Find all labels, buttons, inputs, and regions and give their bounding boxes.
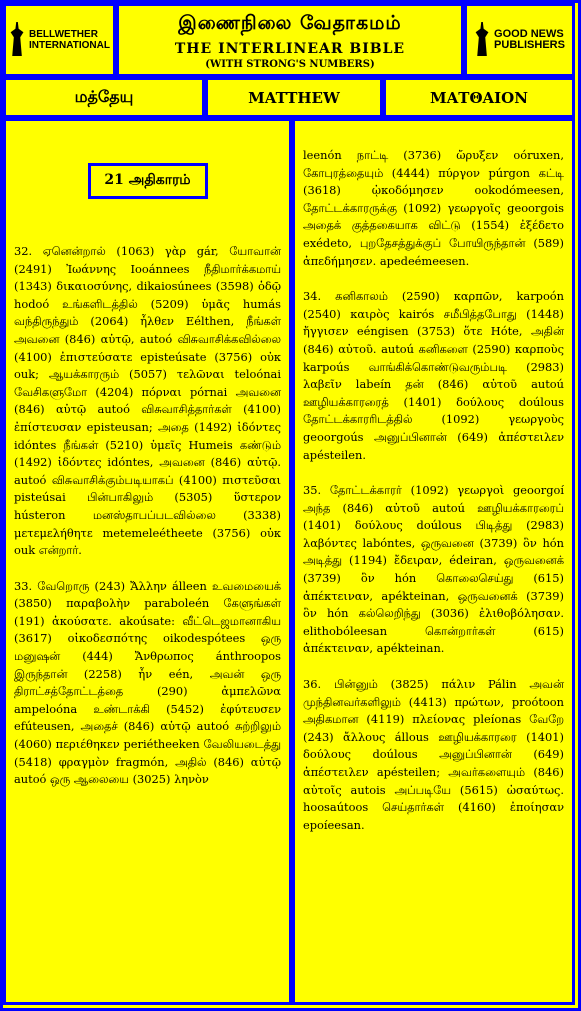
verse-35: 35. தோட்டக்காரர் (1092) γεωργοὶ geoorgoí அந்த (846) αὐτοῦ autoú ஊழியக்காரரைப் (1401) δούλους doúlous பிடித்து (2983) λαβόντες labóntes, ஒருவனை (3739) ὃν hón அடித்து (1194) ἔδειραν, édeiran, ஒருவனைக் (3739) ὃν hón கொலைசெய்து (615) ἀπέκτειναν, apékteinan, ஒருவனைக் (3739) ὃν hón கல்லெறிந்து (3036) ἐλιθοβόλησαν. elithobóleesan கொன்றார்கள் (615) ἀπέκτειναν, apékteinan. — [303, 483, 564, 656]
angel-icon — [474, 22, 490, 56]
left-column — [3, 118, 292, 1005]
verse-33-continued: leenón நாட்டி (3736) ὤρυξεν oóruxen, கோபுரத்தையும் (4444) πύργον púrgon கட்டி (3618) ᾠκοδόμησεν ookodómeesen, தோட்டக்காரருக்கு (1092) γεωργοῖς geoorgois அதைக் குத்தகையாக விட்டு (1554) ἐξέδετο exédeto, புறதேசத்துக்குப் போயிருந்தான் (589) ἀπεδήμησεν. apedeémeesen. — [303, 148, 564, 268]
verse-34: 34. கனிகாலம் (2590) καρπῶν, karpoón (2540) καιρὸς kairós சமீபித்தபோது (1448) ἤγγισεν eéngisen (3753) ὅτε Hóte, அதின் (846) αὐτοῦ. autoú கனிகளை (2590) καρποὺς karpoús வாங்கிக்கொண்டுவரும்படி (2983) λαβεῖν labeín தன் (846) αὐτοῦ autoú ஊழியக்காரரைத் (1401) δούλους doúlous தோட்டக்காரரிடத்தில் (1092) γεωργοὺς geoorgoús அனுப்பினான் (649) ἀπέστειλεν apésteilen. — [303, 289, 564, 462]
right-logo-line2: PUBLISHERS — [494, 39, 565, 51]
verse-32: 32. ஏனென்றால் (1063) γὰρ gár, யோவான் (2491) Ἰωάννης Iooánnees நீதிமார்க்கமாய் (1343) δικαιοσύνης, dikaiosúnees (3598) ὁδῷ hodoó உங்களிடத்தில் (5209) ὑμᾶς humás வந்திருந்தும் (2064) ἦλθεν Eélthen, நீங்கள் அவனை (846) αὐτῷ, autoó விசுவாசிக்கவில்லை (4100) ἐπιστεύσατε episteúsate (3756) οὐκ ouk; ஆயக்காரரும் (5057) τελῶναι teloónai வேசிகளுமோ (4204) πόρναι pórnai அவனை (846) αὐτῷ autoó விசுவாசித்தார்கள் (4100) ἐπίστευσαν episteusan; அதை (1492) ἰδόντες idóntes நீங்கள் (5210) ὑμεῖς Humeis கண்டும் (1492) ἰδόντες idóntes, அவனை (846) αὐτῷ. autoó விசுவாசிக்கும்படியாகப் (4100) πιστεῦσαι pisteúsai பின்பாகிலும் (5305) ὕστερον hústeron மனஸ்தாபப்படவில்லை (3338) μετεμελήθητε metemeleétheete (3756) οὐκ ouk என்றார். — [14, 244, 281, 558]
book-name-tamil: மத்தேயு — [3, 77, 205, 118]
verse-33: 33. வேறொரு (243) Ἄλλην álleen உவமையைக் (3850) παραβολὴν paraboleén கேளுங்கள் (191) ἀκούσατε. akoúsate: வீட்டெஜமானாகிய (3617) οἰκοδεσπότης oikodespótees ஒரு மனுஷன் (444) Ἄνθρωπος ánthroopos இருந்தான் (2258) ἦν eén, அவன் ஒரு திராட்சத்தோட்டத்தை (290) ἀμπελῶνα ampeloóna உண்டாக்கி (5452) ἐφύτευσεν efúteusen, அதைச் (846) αὐτῷ autoó சுற்றிலும் (4060) περιέθηκεν periétheeken வேலியடைத்து (5418) φραγμὸν fragmón, அதில் (846) αὐτῷ autoó ஒரு ஆலையை (3025) ληνὸν — [14, 578, 281, 787]
right-logo-line1: GOOD NEWS — [494, 28, 564, 40]
left-logo-line2: INTERNATIONAL — [29, 40, 110, 51]
title-block — [116, 3, 464, 77]
shepherd-staff-icon — [9, 22, 25, 56]
title-tamil: இணைநிலை வேதாகமம் — [178, 12, 402, 34]
title-subtitle: (WITH STRONG'S NUMBERS) — [205, 59, 375, 70]
chapter-label: 21 அதிகாரம் — [88, 163, 208, 199]
right-column — [292, 118, 575, 1005]
book-name-greek: ΜΑΤΘΑΙΟΝ — [383, 77, 575, 118]
verse-36: 36. பின்னும் (3825) πάλιν Pálin அவன் முந்தினவர்களிலும் (4413) πρώτων, proótoon அதிகமான (4119) πλείονας pleíonas வேறே (243) ἄλλους állous ஊழியக்காரரை (1401) δούλους doúlous அனுப்பினான் (649) ἀπέστειλεν apésteilen; அவர்களையும் (846) αὐτοῖς autois அப்படியே (5615) ὡσαύτως. hoosaútoos செய்தார்கள் (4160) ἐποίησαν epoíeesan. — [303, 677, 564, 832]
title-english: THE INTERLINEAR BIBLE — [174, 41, 406, 57]
book-name-english: MATTHEW — [205, 77, 383, 118]
bellwether-logo — [3, 3, 116, 77]
left-logo-line1: BELLWETHER — [29, 29, 98, 40]
good-news-logo — [464, 3, 575, 77]
